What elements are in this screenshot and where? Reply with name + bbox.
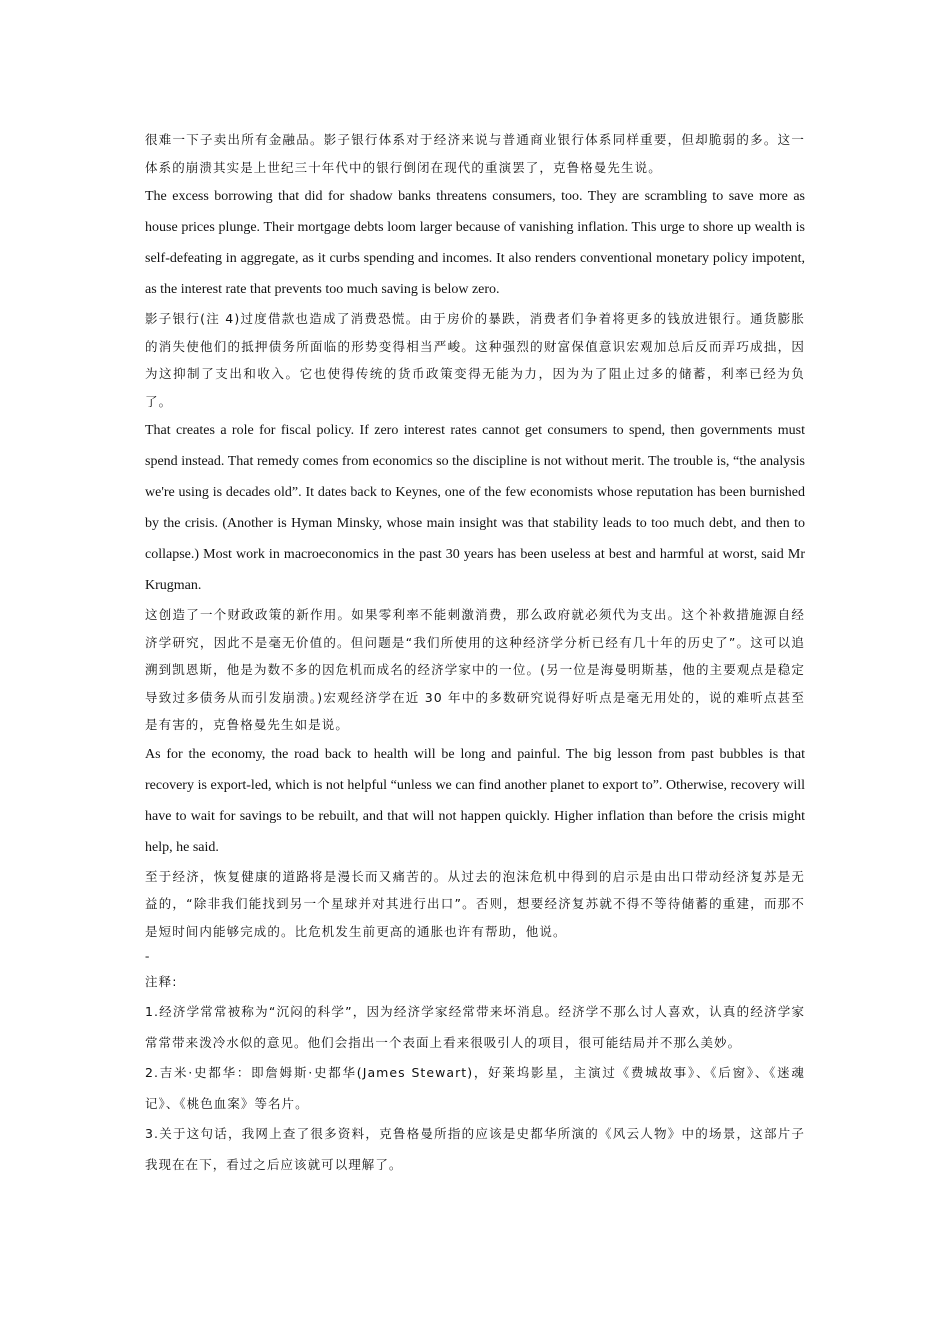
paragraph-zh-3: 这创造了一个财政政策的新作用。如果零利率不能刺激消费，那么政府就必须代为支出。这个补救措施源自经济学研究，因此不是毫无价值的。但问题是“我们所使用的这种经济学分析已经有几十年的历史了”。这可以追溯到凯恩斯，他是为数不多的因危机而成名的经济学家中的一位。(另一位是海曼明斯基，他的主要观点是稳定导致过多债务从而引发崩溃。)宏观经济学在近 30 年中的多数研究说得好听点是毫无用处的，说的难听点甚至是有害的，克鲁格曼先生如是说。: [145, 607, 805, 732]
paragraph-zh-4: 至于经济，恢复健康的道路将是漫长而又痛苦的。从过去的泡沫危机中得到的启示是由出口带动经济复苏是无益的，“除非我们能找到另一个星球并对其进行出口”。否则，想要经济复苏就不得不等待储蓄的重建，而那不是短时间内能够完成的。比危机发生前更高的通胀也许有帮助，他说。: [145, 868, 805, 939]
section-separator: -: [145, 948, 150, 963]
paragraph-zh-1: 很难一下子卖出所有金融品。影子银行体系对于经济来说与普通商业银行体系同样重要，但却脆弱的多。这一体系的崩溃其实是上世纪三十年代中的银行倒闭在现代的重演罢了，克鲁格曼先生说。: [145, 132, 805, 175]
note-1: 1.经济学常常被称为“沉闷的科学”，因为经济学家经常带来坏消息。经济学不那么讨人喜欢，认真的经济学家常常带来泼冷水似的意见。他们会指出一个表面上看来很吸引人的项目，很可能结局并不那么美妙。: [145, 1004, 805, 1050]
paragraph-zh-2: 影子银行(注 4)过度借款也造成了消费恐慌。由于房价的暴跌，消费者们争着将更多的钱放进银行。通货膨胀的消失使他们的抵押债务所面临的形势变得相当严峻。这种强烈的财富保值意识宏观加总后反而弄巧成拙，因为这抑制了支出和收入。它也使得传统的货币政策变得无能为力，因为为了阻止过多的储蓄，利率已经为负了。: [145, 311, 805, 409]
note-2: 2.吉米·史都华：即詹姆斯·史都华(James Stewart)，好莱坞影星，主演过《费城故事》、《后窗》、《迷魂记》、《桃色血案》等名片。: [145, 1065, 805, 1111]
notes-heading: 注释:: [145, 974, 178, 989]
paragraph-en-2: That creates a role for fiscal policy. If zero interest rates cannot get consumers to spend, then governments must spend instead. That remedy comes from economics so the discipline is not without merit. The trouble is, “the analysis we're using is decades old”. It dates back to Keynes, one of the few economists whose reputation has been burnished by the crisis. (Another is Hyman Minsky, whose main insight was that stability leads to too much debt, and then to collapse.) Most work in macroeconomics in the past 30 years has been useless at best and harmful at worst, said Mr Krugman.: [145, 423, 805, 593]
paragraph-en-1: The excess borrowing that did for shadow banks threatens consumers, too. They are scrambling to save more as house prices plunge. Their mortgage debts loom larger because of vanishing inflation. This urge to shore up wealth is self-defeating in aggregate, as it curbs spending and incomes. It also renders conventional monetary policy impotent, as the interest rate that prevents too much saving is below zero.: [145, 189, 805, 297]
paragraph-en-3: As for the economy, the road back to health will be long and painful. The big lesson from past bubbles is that recovery is export-led, which is not helpful “unless we can find another planet to export to”. Otherwise, recovery will have to wait for savings to be rebuilt, and that will not happen quickly. Higher inflation than before the crisis might help, he said.: [145, 746, 805, 855]
note-3: 3.关于这句话，我网上查了很多资料，克鲁格曼所指的应该是史都华所演的《风云人物》中的场景，这部片子我现在在下，看过之后应该就可以理解了。: [145, 1126, 805, 1172]
document-body: [145, 126, 805, 1180]
